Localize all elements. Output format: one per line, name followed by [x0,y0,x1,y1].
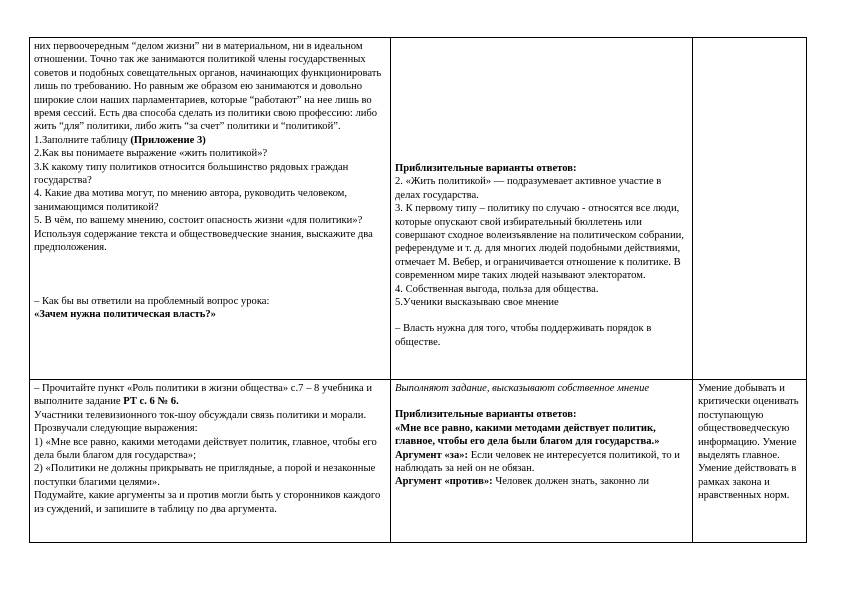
table-row [30,380,807,543]
question-3: 3.К какому типу политиков относится большинство рядовых граждан государства? [34,161,349,187]
student-activity [395,382,688,395]
argument-against-label: Аргумент «против»: [395,476,493,488]
skills-text: Умение добывать и критически оценивать поступающую обществоведческую информацию. Умение выделять главное. Умение действовать в рамках закона и нравственных норм. [698,383,799,502]
task-reference: РТ с. 6 № 6. [123,396,179,408]
task-instruction [34,382,386,409]
answer-4: 4. Собственная выгода, польза для общества. [395,283,599,295]
question-5: 5. В чём, по вашему мнению, состоит опасность жизни «для политики»? Используя содержание текста и обществоведческие знания, выскажите два предположения. [34,215,373,254]
table-cell-task [30,380,391,543]
answer-power: – Власть нужна для того, чтобы поддерживать порядок в обществе. [395,323,652,348]
table-cell-task [30,38,391,380]
quoted-statement: «Мне все равно, какими методами действует политик, главное, чтобы его дела были благом для государства.» [395,422,660,448]
question-2: 2.Как вы понимаете выражение «жить политикой»? [34,148,268,160]
answer-5: 5.Ученики высказываю свое мнение [395,297,559,309]
argument-for [395,449,688,476]
table-cell-answers [391,38,693,380]
table-cell-answers [391,380,693,543]
argument-for-label: Аргумент «за»: [395,449,469,461]
argument-against-text: Человек должен знать, законно ли [492,476,650,488]
task-prompt: Подумайте, какие аргументы за и против могли быть у сторонников каждого из суждений, и запишите в таблицу по два аргумента. [34,490,381,515]
argument-for-text: Если человек не интересуется политикой, то и наблюдать за ней он не обязан. [395,449,680,475]
argument-against [395,475,688,488]
question-4: 4. Какие два мотива могут, по мнению автора, руководить человеком, занимающимся политикой? [34,188,348,213]
source-text-paragraph: них первоочередным “делом жизни” ни в материальном, ни в идеальном отношении. Точно так же занимаются политикой члены государственных советов и подобных совещательных органов, начинающих функционировать лишь по требованию. Но равным же образом ею занимаются и довольно широкие слои наших парламентариев, которые “работают” на нее лишь во время сессий. Есть два способа сделать из политики свою профессию: либо жить “для” политики, либо жить “за счет” политики и “политикой”. [34,41,382,133]
task-instruction-text: – Прочитайте пункт «Роль политики в жизни общества» с.7 – 8 учебника и выполните задание [34,383,373,408]
lesson-table [29,37,807,543]
answer-2: 2. «Жить политикой» — подразумевает активное участие в делах государства. [395,176,662,201]
task-context: Участники телевизионного ток-шоу обсуждали связь политики и морали. Прозвучали следующие выражения: [34,409,367,435]
answer-3: 3. К первому типу – политику по случаю - относятся все люди, которые опускают свой избирательный бюллетень или совершают сходное волеизъявление на политическом собрании, референдуме и т. д. для многих людей подобными действиями, отмечает М. Вебер, и ограничивается отношение к политике. В современном мире таких людей называют электоратом. [395,203,684,282]
question-1-text: 1.Заполните таблицу [34,134,131,146]
problem-question-intro: – Как бы вы ответили на проблемный вопрос урока: [34,295,270,307]
statement-2: 2) «Политики не должны прикрывать не приглядные, а порой и незаконные поступки благими целями». [34,463,376,488]
answers-heading: Приблизительные варианты ответов: [395,409,577,421]
answers-heading: Приблизительные варианты ответов: [395,163,577,174]
question-1 [34,134,386,147]
statement-1: 1) «Мне все равно, какими методами действует политик, главное, чтобы его дела были благом для государства»; [34,436,377,462]
problem-question: «Зачем нужна политическая власть?» [34,308,216,320]
table-cell-skills [693,380,807,543]
question-1-appendix: (Приложение 3) [130,134,206,146]
table-cell-skills-empty [693,38,807,380]
student-activity-text: Выполняют задание, высказывают собственное мнение [395,383,650,394]
table-row [30,38,807,380]
